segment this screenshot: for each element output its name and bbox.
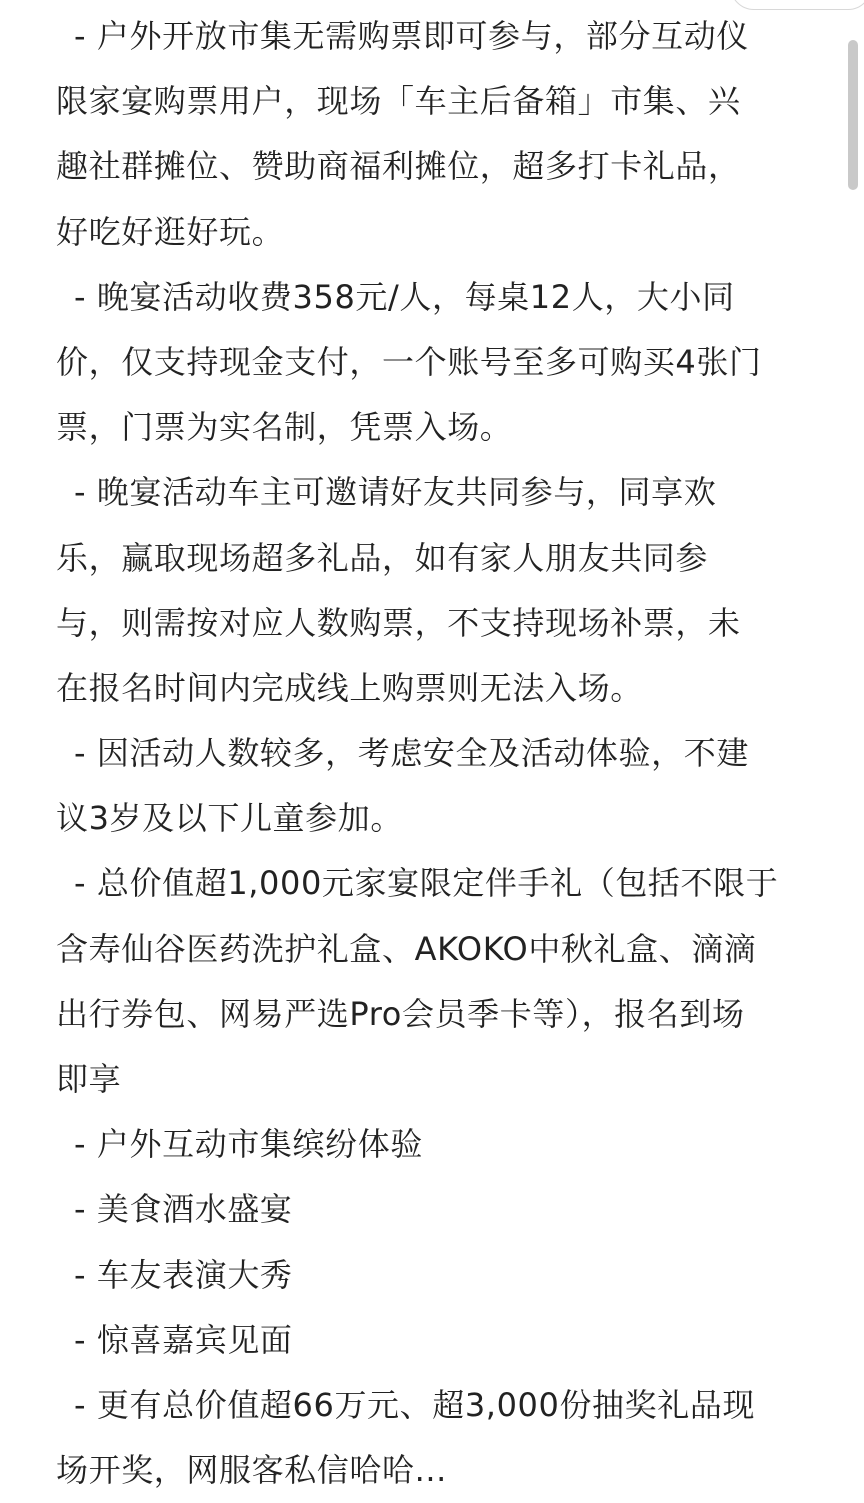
bullet-line: - 户外互动市集缤纷体验 xyxy=(74,1125,423,1164)
bullet-line: - 晚宴活动收费358元/人，每桌12人，大小同 xyxy=(74,277,735,316)
text-line: 价，仅支持现金支付，一个账号至多可购买4张门 xyxy=(56,342,762,381)
bullet-line: - 户外开放市集无需购票即可参与，部分互动仪 xyxy=(74,17,749,55)
bullet-line: - 美食酒水盛宴 xyxy=(74,1190,293,1229)
article-body xyxy=(56,4,816,1503)
bullet-line: - 惊喜嘉宾见面 xyxy=(74,1320,293,1359)
text-line: 即享 xyxy=(56,1060,122,1098)
text-line: 议3岁及以下儿童参加。 xyxy=(56,799,403,838)
scrollbar-thumb[interactable] xyxy=(848,40,858,190)
text-line: 票，门票为实名制，凭票入场。 xyxy=(56,408,513,447)
bullet-line: - 车友表演大秀 xyxy=(74,1255,293,1294)
bullet-line: - 晚宴活动车主可邀请好友共同参与，同享欢 xyxy=(74,473,717,512)
text-line: 限家宴购票用户，现场「车主后备箱」市集、兴 xyxy=(56,82,741,121)
text-line: 与，则需按对应人数购票，不支持现场补票，未 xyxy=(56,603,741,642)
text-line: 出行券包、网易严选Pro会员季卡等），报名到场 xyxy=(56,994,745,1033)
bullet-line: - 因活动人数较多，考虑安全及活动体验，不建 xyxy=(74,734,749,773)
bullet-line: - 总价值超1,000元家宴限定伴手礼（包括不限于 xyxy=(74,864,779,903)
text-line: 含寿仙谷医药洗护礼盒、AKOKO中秋礼盒、滴滴 xyxy=(56,929,757,968)
text-line: 乐，赢取现场超多礼品，如有家人朋友共同参 xyxy=(56,538,709,577)
scrollbar[interactable] xyxy=(842,0,864,1449)
text-line: 场开奖，网服客私信哈哈... xyxy=(56,1451,447,1490)
bullet-line: - 更有总价值超66万元、超3,000份抽奖礼品现 xyxy=(74,1385,756,1424)
text-line: 好吃好逛好玩。 xyxy=(56,212,285,251)
text-line: 趣社群摊位、赞助商福利摊位，超多打卡礼品， xyxy=(56,147,741,186)
text-line: 在报名时间内完成线上购票则无法入场。 xyxy=(56,668,643,707)
